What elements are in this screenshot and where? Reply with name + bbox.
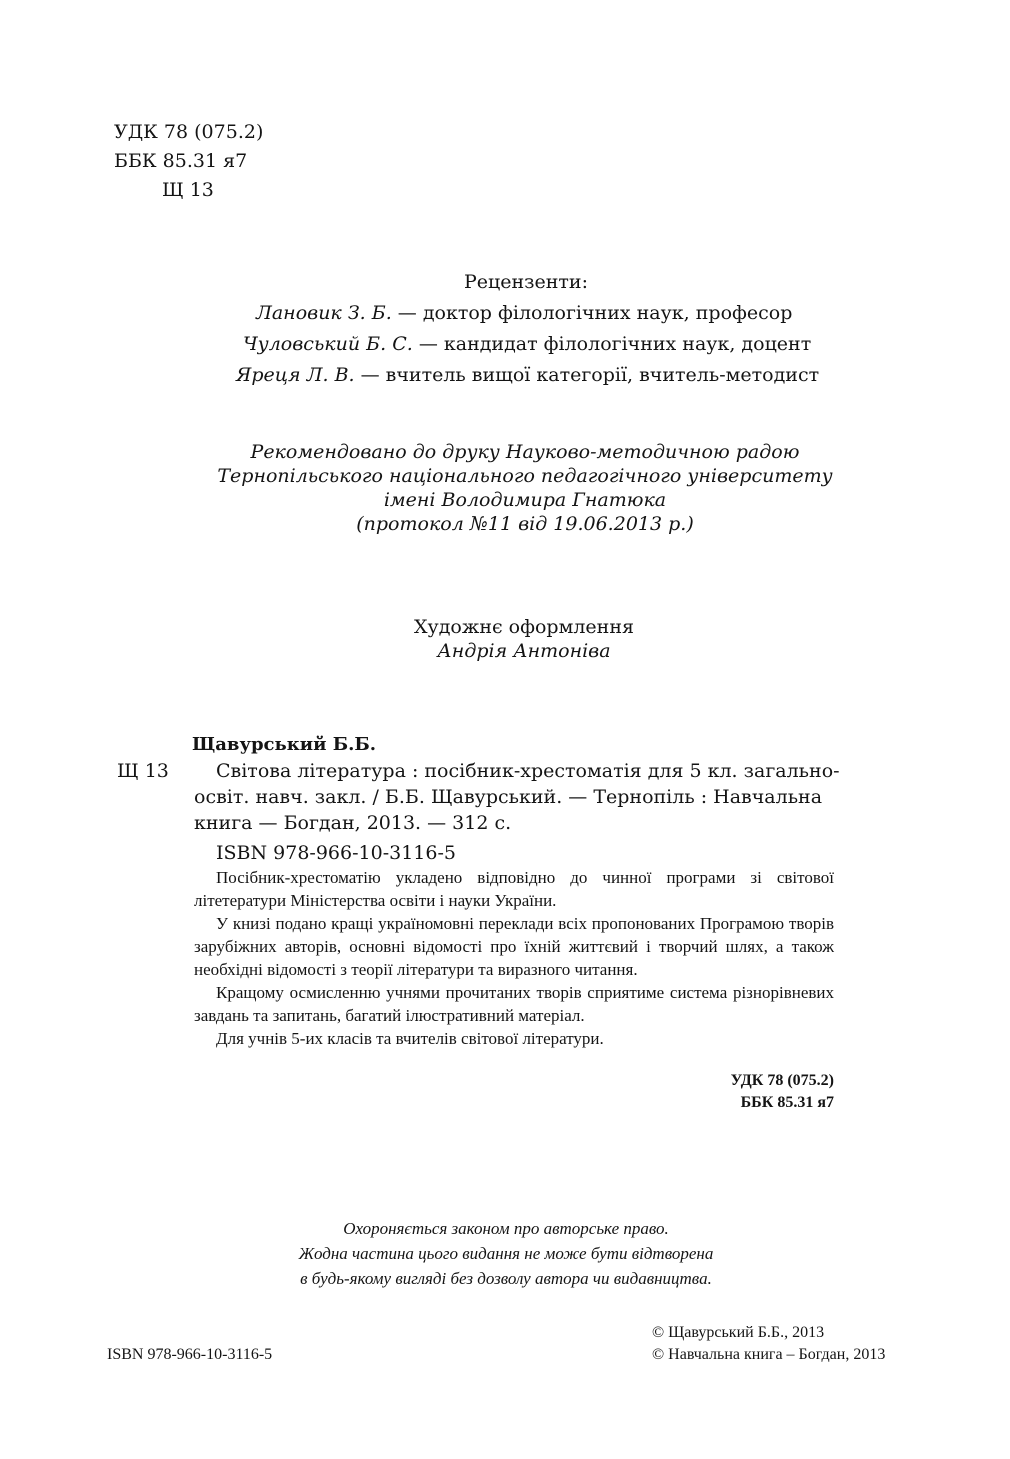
- reviewer-desc: — кандидат філологічних наук, доцент: [412, 333, 812, 355]
- reviewer-desc: — доктор філологічних наук, професор: [391, 302, 793, 324]
- bbk-code: ББК 85.31 я7: [114, 150, 248, 172]
- udk-block-top: [114, 118, 263, 205]
- catalog-line: Світова література : посібник-хрестоматія для 5 кл. загально-: [216, 760, 840, 782]
- footer-isbn: ISBN 978-966-10-3116-5: [107, 1346, 273, 1363]
- art-designer-name: Андрія Антоніва: [437, 640, 611, 662]
- catalog-code: Щ 13: [117, 760, 169, 782]
- art-design-block: [324, 615, 724, 663]
- recommended-line: (протокол №11 від 19.06.2013 р.): [356, 513, 694, 535]
- catalog-bbk: ББК 85.31 я7: [740, 1094, 834, 1111]
- udk-code: УДК 78 (075.2): [114, 121, 264, 143]
- recommended-block: [150, 440, 900, 536]
- annotation-paragraph: Кращому осмисленню учнями прочитаних творів сприятиме система різнорівневих завдань та запитань, багатий ілюстративний матеріал.: [194, 983, 834, 1025]
- catalog-udk-block: [634, 1070, 834, 1114]
- notice-line: в будь-якому вигляді без дозволу автора чи видавництва.: [300, 1269, 712, 1288]
- recommended-line: Тернопільського національного педагогічного університету: [217, 465, 833, 487]
- catalog-line: освіт. навч. закл. / Б.Б. Щавурський. — Тернопіль : Навчальна: [194, 786, 823, 808]
- copyright-line: © Навчальна книга – Богдан, 2013: [652, 1346, 886, 1363]
- reviewer-name: Лановик З. Б.: [256, 302, 392, 324]
- reviewer-name: Чуловський Б. С.: [243, 333, 413, 355]
- recommended-line: імені Володимира Гнатюка: [383, 489, 667, 511]
- art-design-label: Художнє оформлення: [414, 616, 634, 638]
- annotation-paragraph: Для учнів 5-их класів та вчителів світової літератури.: [216, 1029, 604, 1048]
- catalog-annotation: [194, 866, 834, 1050]
- catalog-author: Щавурський Б.Б.: [192, 734, 376, 755]
- reviewer-desc: — вчитель вищої категорії, вчитель-методист: [354, 364, 820, 386]
- catalog-line: книга — Богдан, 2013. — 312 с.: [194, 812, 512, 834]
- catalog-udk: УДК 78 (075.2): [730, 1072, 834, 1089]
- copyright-notice: [216, 1216, 796, 1291]
- reviewer-3: [236, 364, 819, 386]
- reviewer-1: [256, 302, 792, 324]
- copyright-line: © Щавурський Б.Б., 2013: [652, 1324, 825, 1341]
- catalog-isbn: ISBN 978-966-10-3116-5: [216, 842, 456, 864]
- footer-copyrights: [652, 1322, 885, 1366]
- notice-line: Жодна частина цього видання не може бути відтворена: [298, 1244, 714, 1263]
- annotation-paragraph: У книзі подано кращі україномовні переклади всіх пропонованих Програмою творів зарубіжних авторів, основні відомості про їхній життєвий і творчий шлях, а також необхідні відомості з теорії літератури та виразного читання.: [194, 914, 834, 979]
- catalog-description: [194, 758, 840, 866]
- recommended-line: Рекомендовано до друку Науково-методичною радою: [250, 441, 800, 463]
- reviewer-name: Яреця Л. В.: [236, 364, 355, 386]
- notice-line: Охороняється законом про авторське право.: [343, 1219, 669, 1238]
- annotation-paragraph: Посібник-хрестоматію укладено відповідно до чинної програми зі світової літетератури Міністерства освіти і науки України.: [194, 868, 834, 910]
- reviewers-title: Рецензенти:: [464, 271, 589, 293]
- reviewer-2: [243, 333, 811, 355]
- author-mark: Щ 13: [162, 179, 214, 201]
